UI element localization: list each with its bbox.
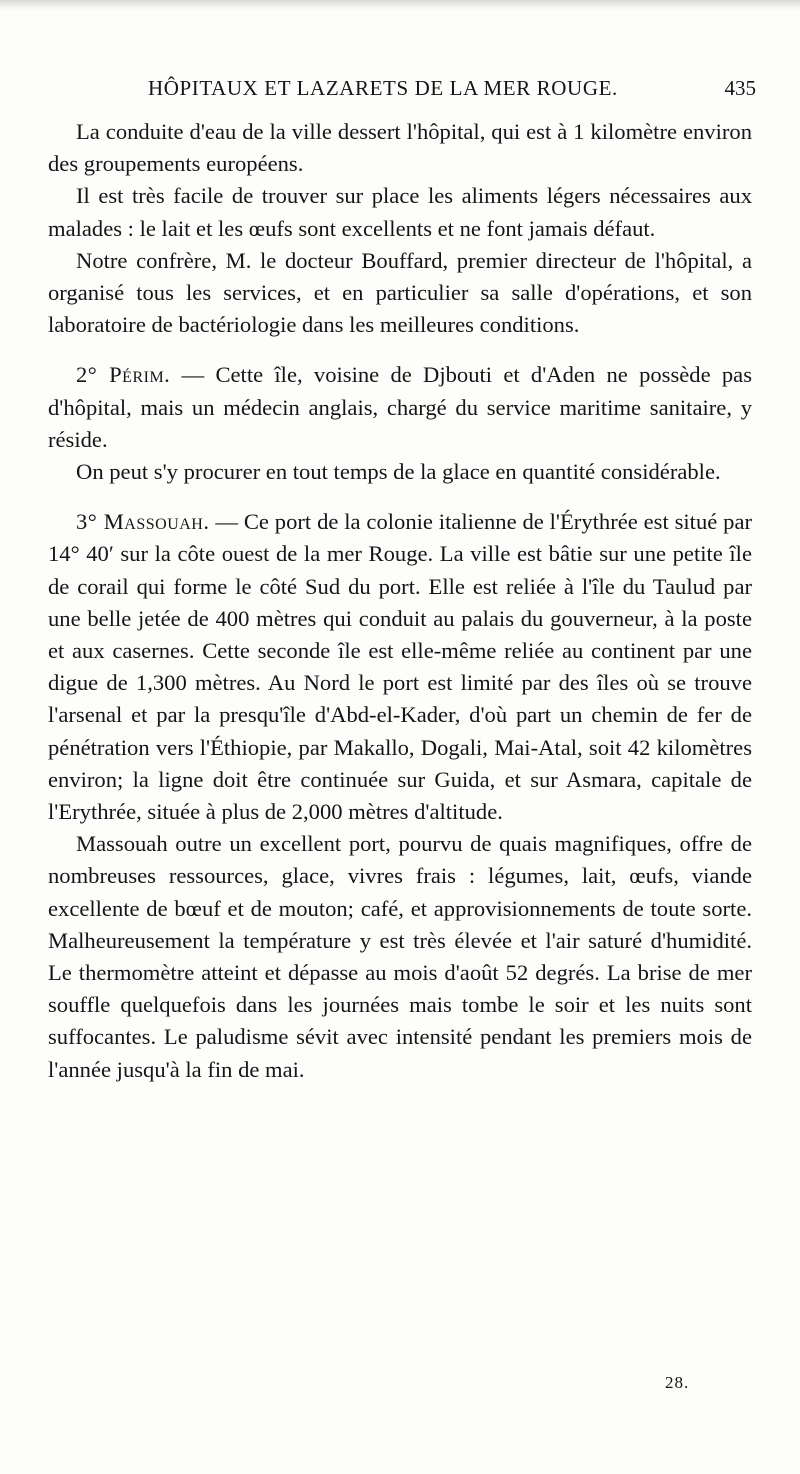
paragraph-director	[48, 245, 752, 342]
paragraph-text: Il est très facile de trouver sur place les aliments légers nécessaires aux malades : le lait et les œufs sont excellents et ne font jamais défaut.	[48, 183, 752, 241]
signature-mark: 28.	[665, 1373, 690, 1392]
paragraph-text: — Ce port de la colonie italienne de l'Érythrée est situé par 14° 40′ sur la côte ouest de la mer Rouge. La ville est bâtie sur une petite île de corail qui forme le côté Sud du port. Elle est reliée à l'île du Taulud par une belle jetée de 400 mètres qui conduit au palais du gouverneur, à la poste et aux casernes. Cette seconde île est elle-même reliée au continent par une digue de 1,300 mètres. Au Nord le port est limité par des îles où se trouve l'arsenal et par la presqu'île d'Abd-el-Kader, d'où part un chemin de fer de pénétration vers l'Éthiopie, par Makallo, Dogali, Mai-Atal, soit 42 kilomètres environ; la ligne doit être continuée sur Guida, et sur Asmara, capitale de l'Erythrée, située à plus de 2,000 mètres d'altitude.	[48, 509, 752, 825]
paragraph-ice	[48, 456, 752, 488]
running-head	[120, 76, 760, 106]
paragraph-text: On peut s'y procurer en tout temps de la glace en quantité considérable.	[76, 459, 721, 485]
page-number: 435	[724, 76, 756, 100]
body-text	[48, 116, 752, 1086]
page-edge-shadow	[0, 0, 800, 10]
paragraph-text: — Cette île, voisine de Djbouti et d'Aden ne possède pas d'hôpital, mais un médecin anglais, chargé du service maritime sanitaire, y réside.	[48, 362, 753, 452]
section-lead-perim: 2° Périm.	[76, 362, 171, 388]
paragraph-massouah	[48, 506, 752, 828]
paragraph-text: Notre confrère, M. le docteur Bouffard, premier directeur de l'hôpital, a organisé tous les services, et en particulier sa salle d'opérations, et son laboratoire de bactériologie dans les meilleures conditions.	[48, 247, 752, 338]
paragraph-text: Massouah outre un excellent port, pourvu de quais magnifiques, offre de nombreuses ressources, glace, vivres frais : légumes, lait, œufs, viande excellente de bœuf et de mouton; café, et approvisionnements de toute sorte. Malheureusement la température y est très élevée et l'air saturé d'humidité. Le thermomètre atteint et dépasse au mois d'août 52 degrés. La brise de mer souffle quelquefois dans les journées mais tombe le soir et les nuits sont suffocantes. Le paludisme sévit avec intensité pendant les premiers mois de l'année jusqu'à la fin de mai.	[48, 831, 752, 1082]
section-lead-massouah: 3° Massouah.	[76, 509, 210, 535]
paragraph-water-supply	[48, 116, 752, 180]
paragraph-perim	[48, 359, 752, 456]
paragraph-food	[48, 180, 752, 244]
paragraph-text: La conduite d'eau de la ville dessert l'hôpital, qui est à 1 kilomètre environ des groupements européens.	[48, 119, 752, 177]
running-title: HÔPITAUX ET LAZARETS DE LA MER ROUGE.	[148, 76, 618, 100]
paragraph-resources	[48, 828, 752, 1086]
